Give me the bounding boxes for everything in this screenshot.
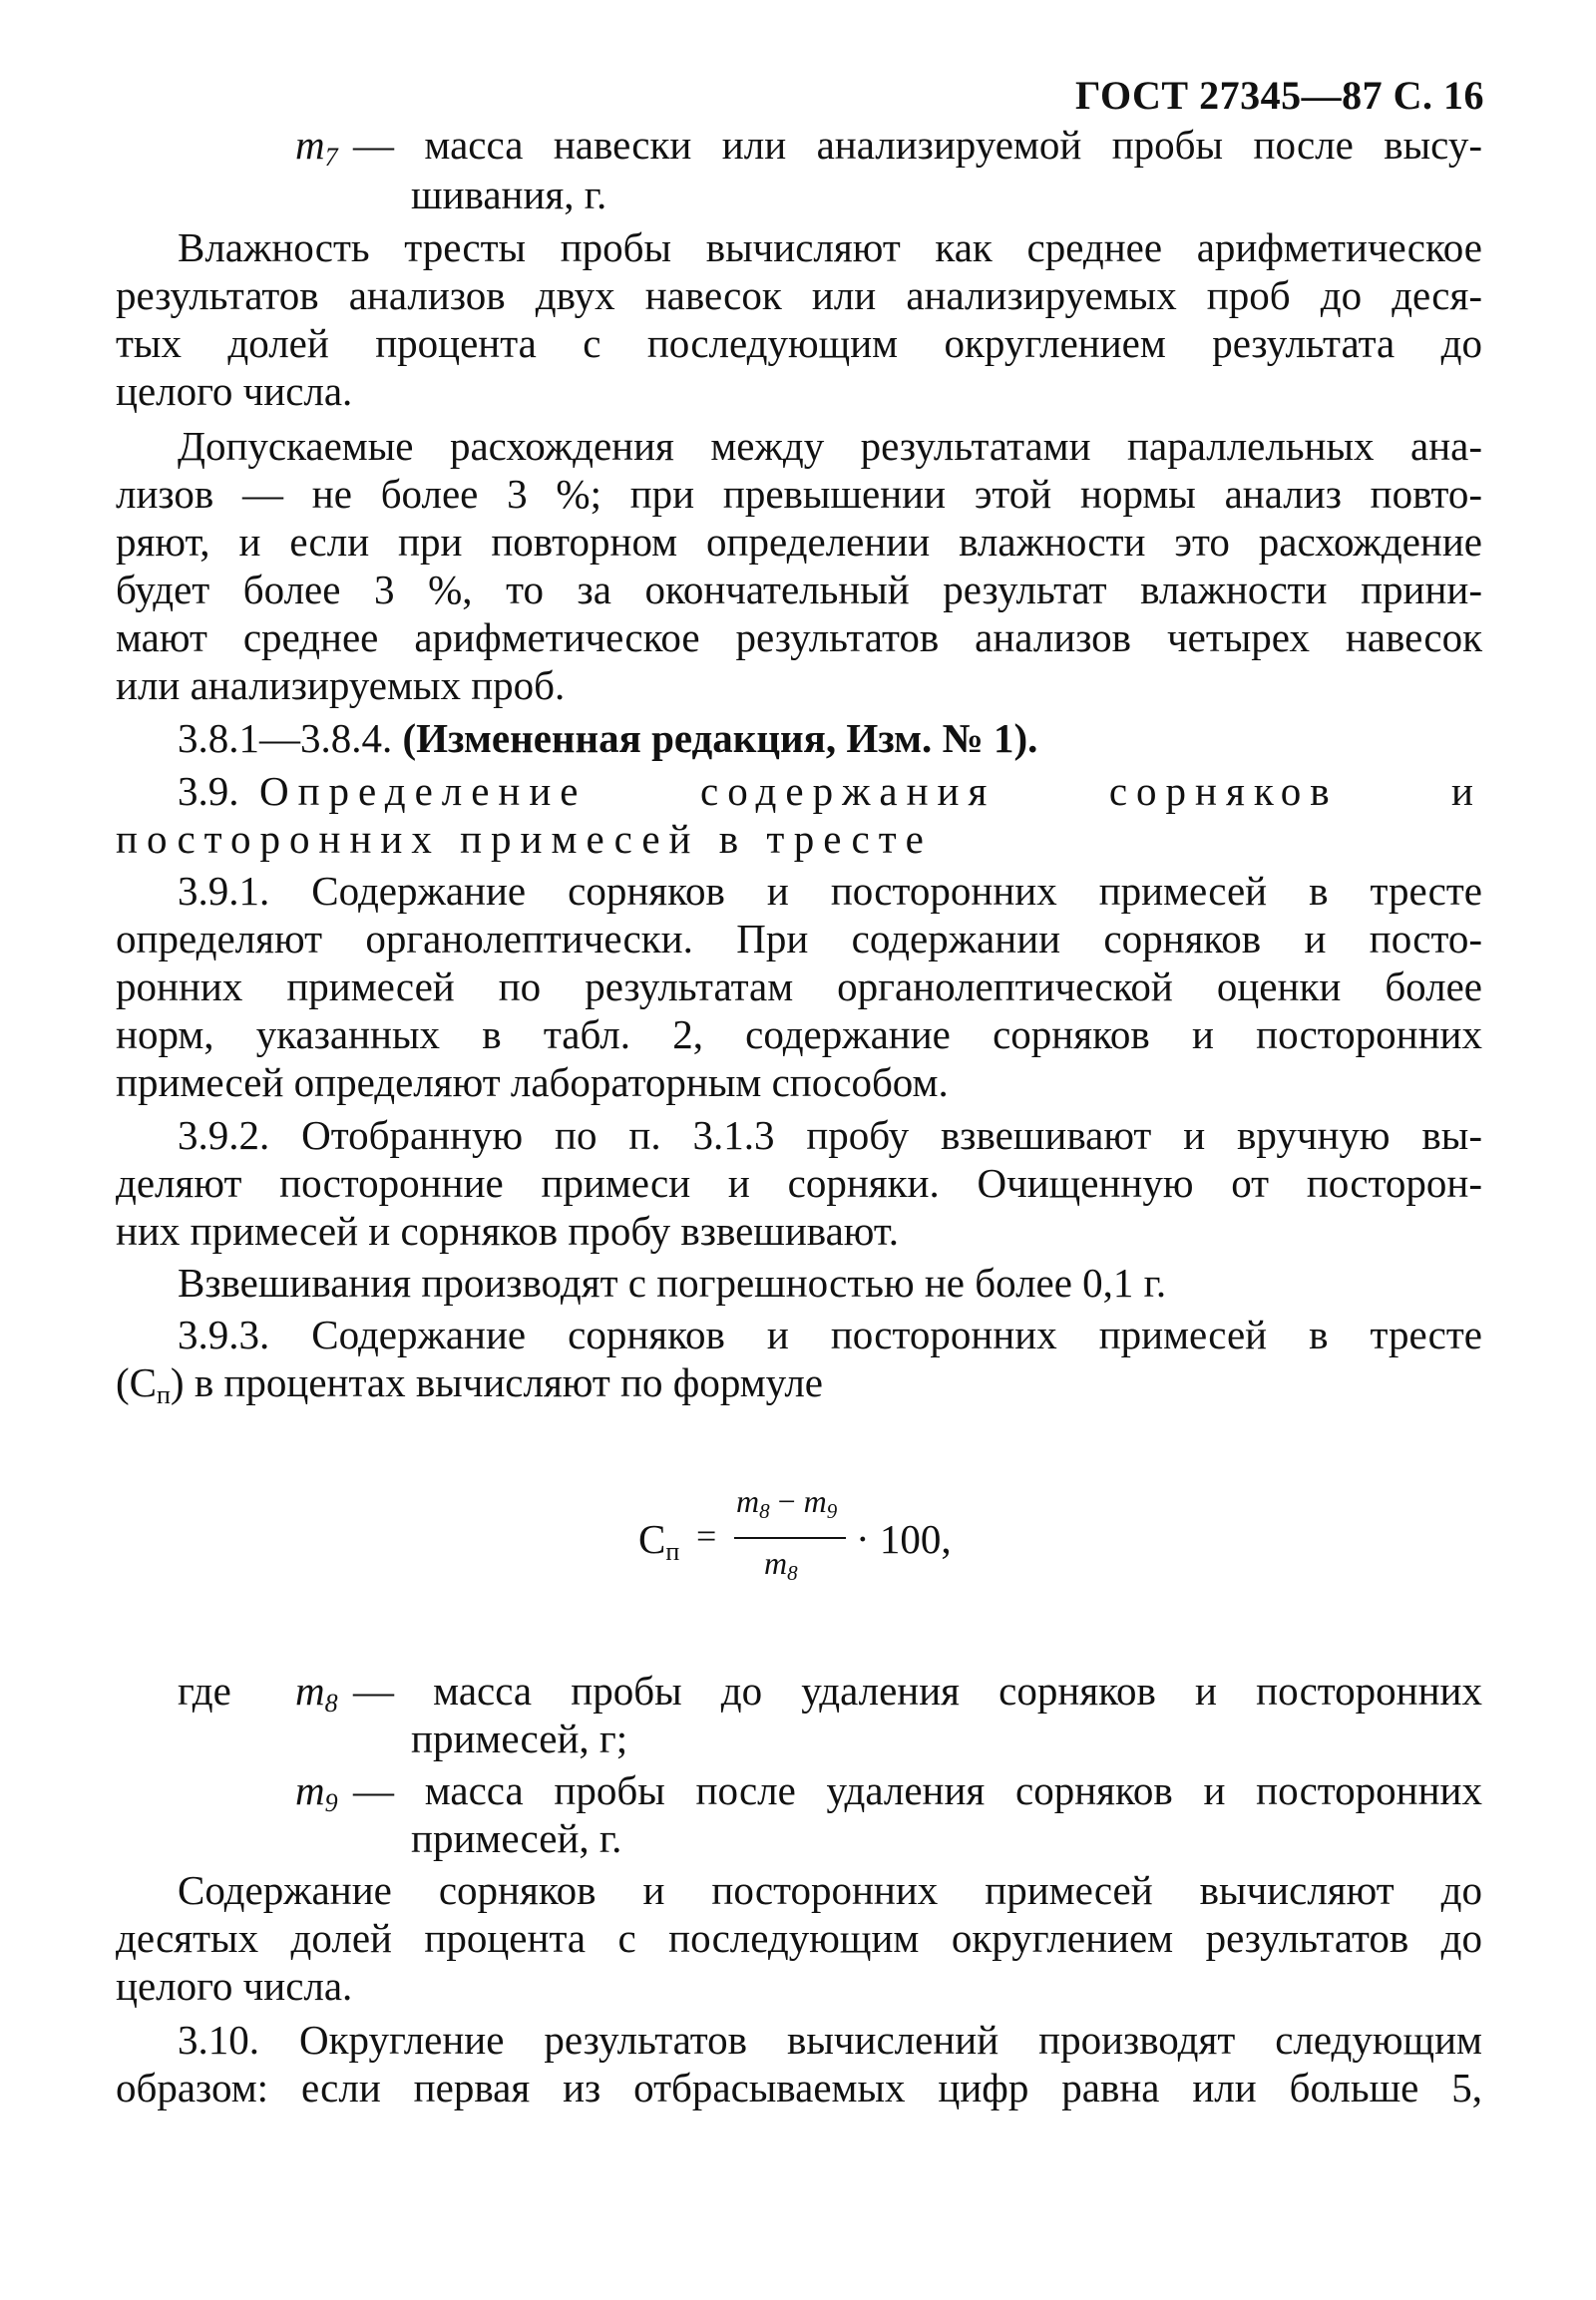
m7-definition-line1: — масса навески или анализируемой пробы после высу- — [353, 122, 1482, 168]
p391-line1: 3.9.1. Содержание сорняков и посторонних примесей в тресте — [178, 868, 1482, 914]
p391-line2: определяют органолептически. При содержании сорняков и посто- — [116, 916, 1482, 961]
m9-definition-line1: — масса пробы после удаления сорняков и посторонних — [353, 1767, 1482, 1813]
section-3-9-heading-line1 — [178, 768, 1482, 814]
p310-line1: 3.10. Округление результатов вычислений производят следующим — [178, 2017, 1482, 2063]
formula-lhs: $С_п$ — [638, 1516, 680, 1566]
content-para-line1: Содержание сорняков и посторонних примесей вычисляют до — [178, 1867, 1482, 1913]
p393-line2: $(С_п)$ в процентах вычисляют по формуле — [116, 1359, 823, 1409]
p393-line1: 3.9.3. Содержание сорняков и посторонних примесей в тресте — [178, 1312, 1482, 1357]
m9-definition-line2: примесей, г. — [411, 1815, 622, 1861]
m7-definition-line2: шивания, г. — [411, 172, 607, 217]
moisture-para-line4: целого числа. — [116, 368, 353, 414]
formula-cp — [638, 1471, 1017, 1621]
p310-line2: образом: если первая из отбрасываемых цифр равна или больше 5, — [116, 2065, 1482, 2110]
amendment-note: 3.8.1—3.8.4. (Измененная редакция, Изм. № 1). — [178, 715, 1038, 761]
m8-definition-line2: примесей, г; — [411, 1716, 628, 1761]
moisture-para-line2: результатов анализов двух навесок или анализируемых проб до деся- — [116, 272, 1482, 318]
formula-multiplier: · 100, — [856, 1516, 952, 1562]
p392-line3: них примесей и сорняков пробу взвешивают. — [116, 1208, 899, 1254]
tolerance-para-line5: мают среднее арифметическое результатов анализов четырех навесок — [116, 614, 1482, 660]
tolerance-para-line4: будет более 3 %, то за окончательный результат влажности прини- — [116, 567, 1482, 612]
page-header: ГОСТ 27345—87 С. 16 — [1074, 73, 1484, 118]
formula-fraction-bar — [734, 1537, 846, 1539]
section-number: 3.9. — [178, 768, 239, 814]
moisture-para-line1: Влажность тресты пробы вычисляют как среднее арифметическое — [178, 224, 1482, 270]
p392-line1: 3.9.2. Отобранную по п. 3.1.3 пробу взвешивают и вручную вы- — [178, 1112, 1482, 1158]
m9-symbol: $m_9$ — [295, 1767, 338, 1817]
m8-symbol: $m_8$ — [295, 1668, 338, 1718]
formula-denominator: m8 — [764, 1545, 798, 1585]
m7-symbol: $m_7$ — [295, 122, 338, 172]
tolerance-para-line2: лизов — не более 3 %; при превышении этой нормы анализ повто- — [116, 471, 1482, 517]
content-para-line2: десятых долей процента с последующим округлением результатов до — [116, 1915, 1482, 1961]
p391-line5: примесей определяют лабораторным способом. — [116, 1059, 949, 1105]
formula-numerator: m8 − m9 — [736, 1483, 838, 1523]
tolerance-para-line3: ряют, и если при повторном определении влажности это расхождение — [116, 519, 1482, 565]
m8-definition-line1: — масса пробы до удаления сорняков и посторонних — [353, 1668, 1482, 1714]
moisture-para-line3: тых долей процента с последующим округлением результата до — [116, 320, 1482, 366]
section-title-line1: Определение содержания сорняков и — [259, 768, 1482, 814]
content-para-line3: целого числа. — [116, 1963, 353, 2009]
p392-line2: деляют посторонние примеси и сорняки. Очищенную от посторон- — [116, 1160, 1482, 1206]
formula-equals: = — [696, 1516, 717, 1556]
p391-line4: норм, указанных в табл. 2, содержание сорняков и посторонних — [116, 1011, 1482, 1057]
p392-line4: Взвешивания производят с погрешностью не более 0,1 г. — [178, 1260, 1167, 1306]
section-3-9-heading-line2: посторонних примесей в тресте — [116, 816, 933, 862]
p391-line3: ронних примесей по результатам органолептической оценки более — [116, 963, 1482, 1009]
tolerance-para-line6: или анализируемых проб. — [116, 662, 566, 708]
tolerance-para-line1: Допускаемые расхождения между результатами параллельных ана- — [178, 423, 1482, 469]
where-label: где — [178, 1668, 231, 1714]
